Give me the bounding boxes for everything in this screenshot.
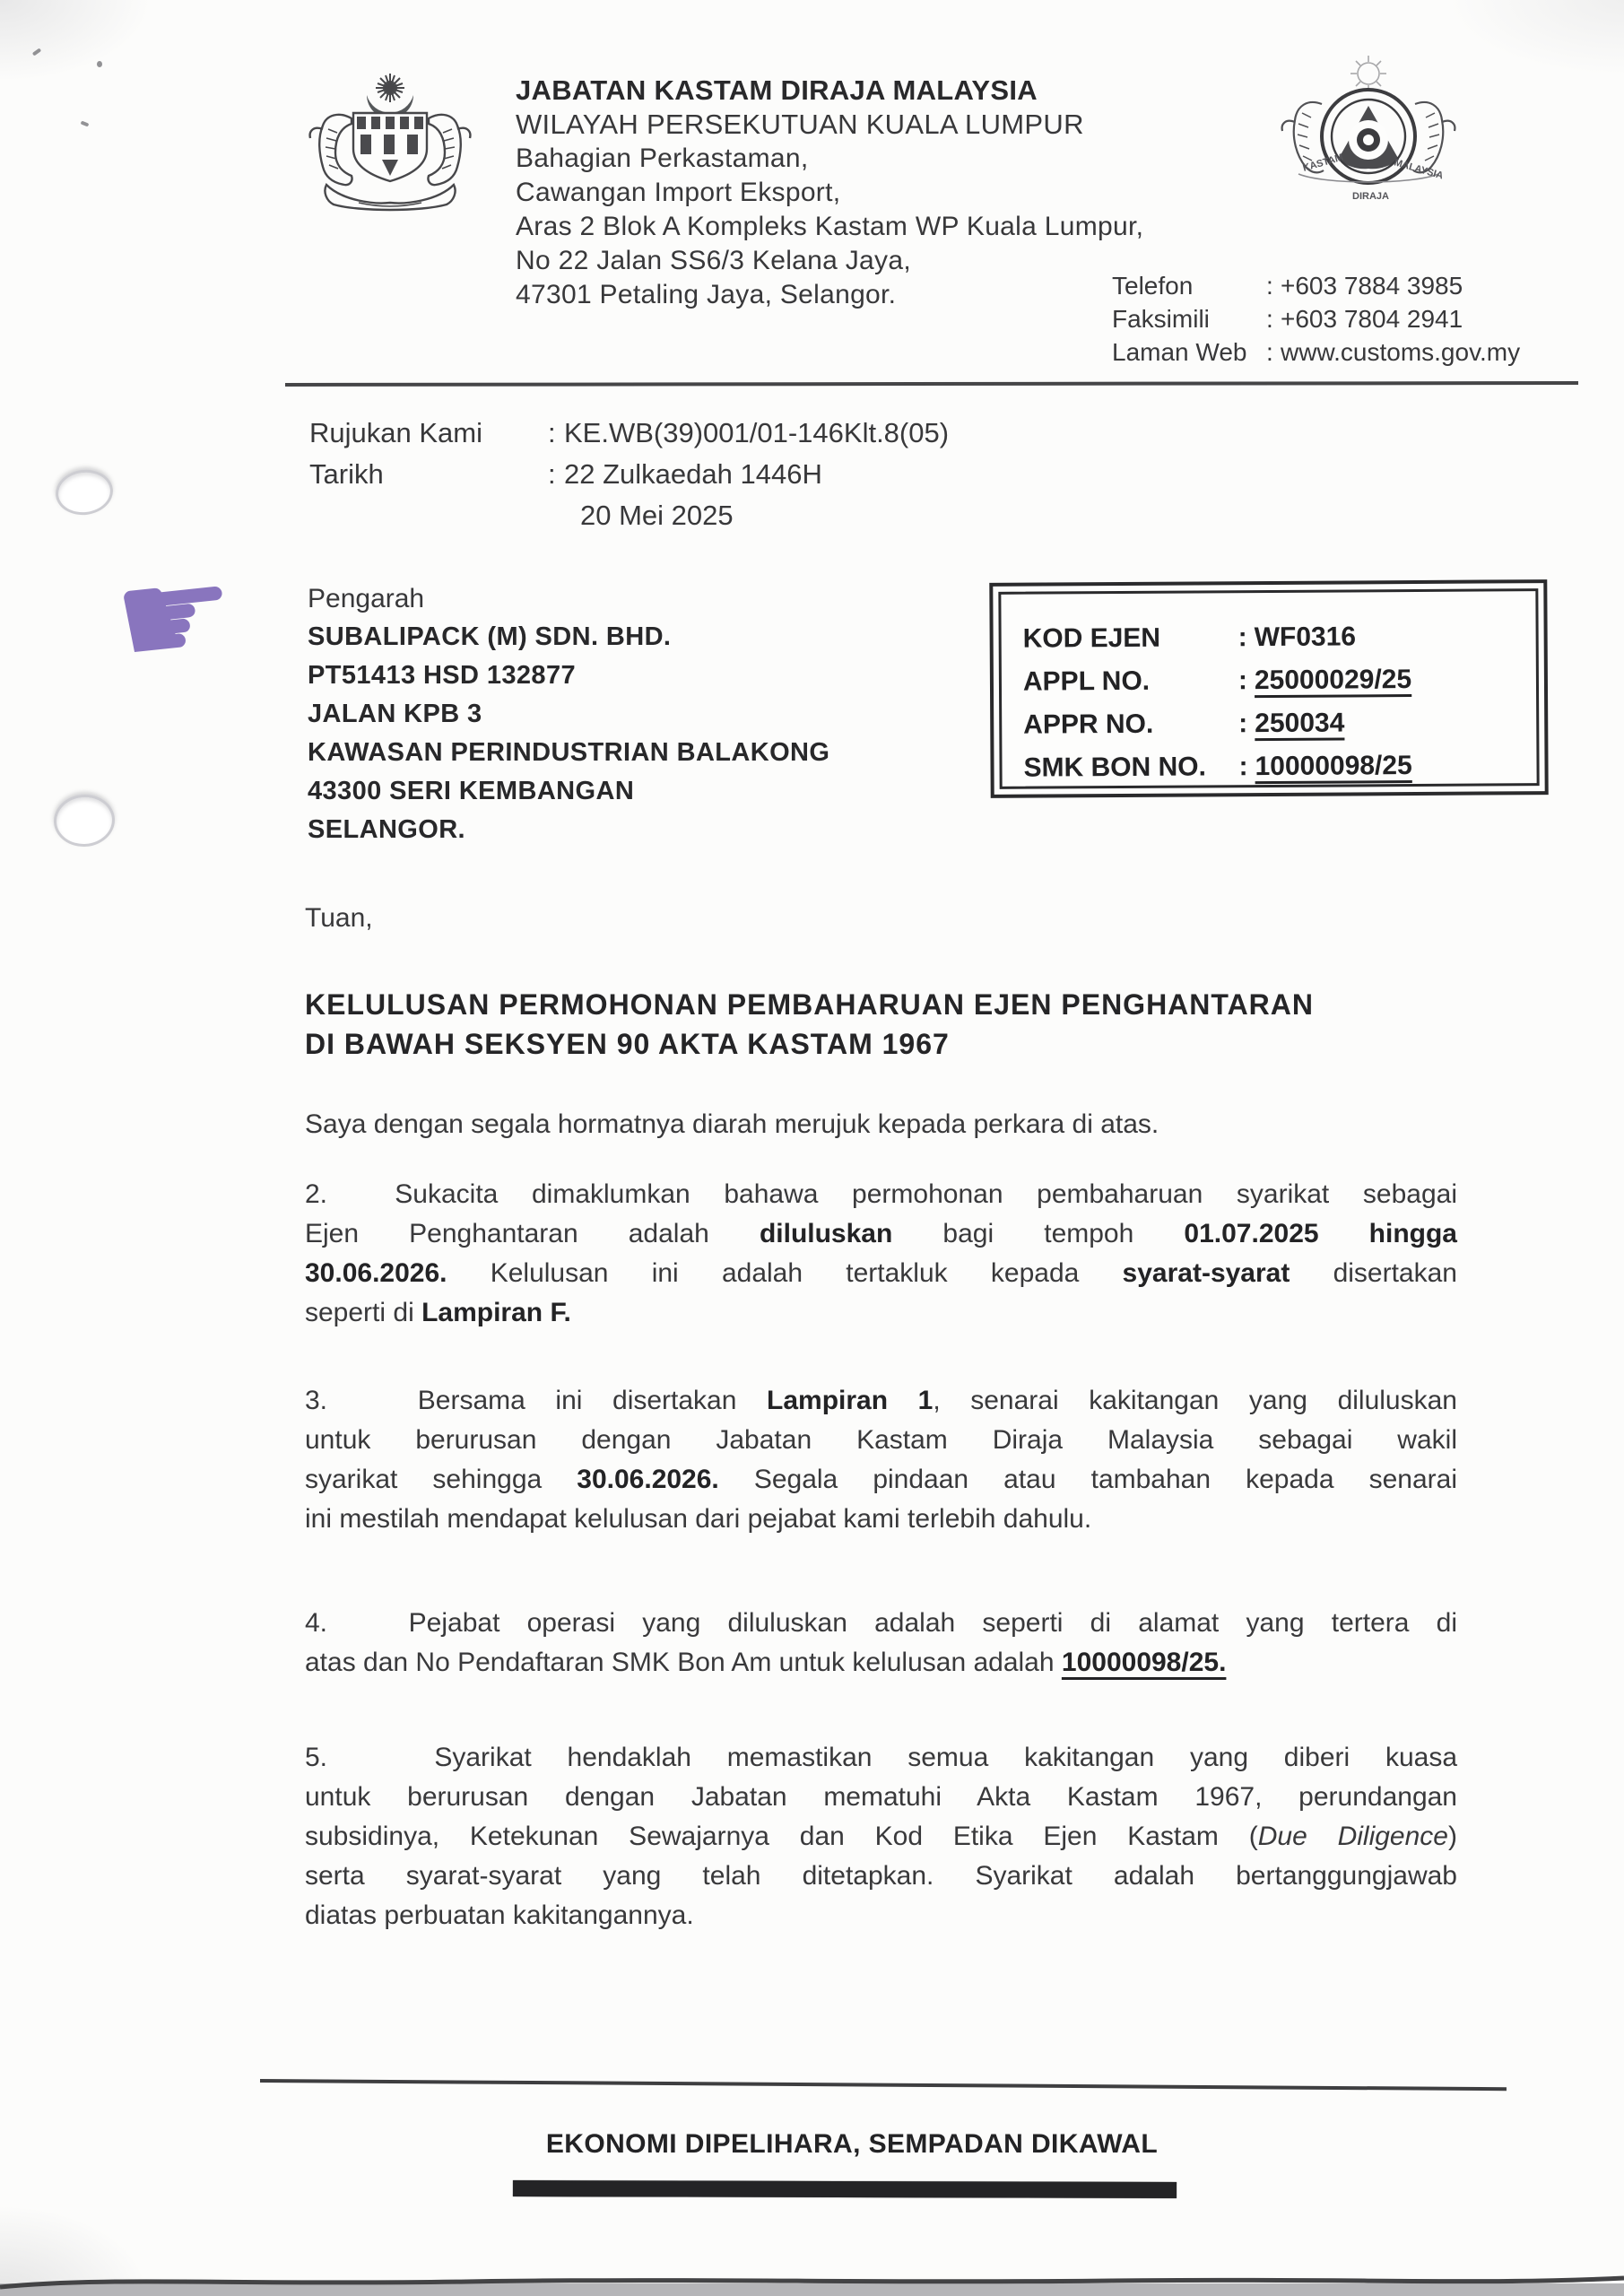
department-region: WILAYAH PERSEKUTUAN KUALA LUMPUR: [516, 109, 1084, 140]
address-line: 47301 Petaling Jaya, Selangor.: [516, 280, 897, 309]
paragraph-line: 5. Syarikat hendaklah memastikan semua kakitangan yang diberi kuasa: [305, 1743, 1457, 1772]
phone-number: +603 7884 3985: [1281, 272, 1463, 300]
recipient-address-line: 43300 SERI KEMBANGAN: [308, 777, 635, 805]
agent-code-value: WF0316: [1254, 622, 1357, 653]
paragraph-line: seperti di Lampiran F.: [305, 1298, 571, 1327]
fax-number: +603 7804 2941: [1281, 305, 1463, 333]
header-divider: [285, 381, 1578, 387]
department-name: JABATAN KASTAM DIRAJA MALAYSIA: [516, 74, 1038, 106]
smk-bon-no-value: 10000098/25: [1255, 751, 1412, 782]
emblem-label-malaysia: MALAYSIA: [1393, 157, 1445, 182]
address-line: No 22 Jalan SS6/3 Kelana Jaya,: [516, 246, 911, 275]
recipient-address-line: JALAN KPB 3: [308, 700, 482, 728]
appl-no-value: 25000029/25: [1254, 665, 1412, 696]
reference-block: [309, 413, 949, 536]
malaysia-coat-of-arms-icon: [296, 66, 484, 217]
salutation: Tuan,: [305, 903, 373, 933]
footer-slogan: EKONOMI DIPELIHARA, SEMPADAN DIKAWAL: [545, 2129, 1159, 2159]
date-label: Tarikh: [309, 458, 384, 490]
hijri-date: 22 Zulkaedah 1446H: [564, 458, 822, 490]
address-line: Bahagian Perkastaman,: [516, 144, 809, 173]
paragraph-line: 3. Bersama ini disertakan Lampiran 1, senarai kakitangan yang diluluskan: [305, 1386, 1457, 1415]
contact-colon: :: [1266, 305, 1273, 333]
appr-no-value: 250034: [1255, 708, 1345, 739]
contact-label: Telefon: [1112, 272, 1194, 300]
emblem-label-diraja: DIRAJA: [1352, 191, 1389, 202]
subject-line: DI BAWAH SEKSYEN 90 AKTA KASTAM 1967: [305, 1028, 950, 1060]
reference-label: Rujukan Kami: [309, 417, 482, 448]
body-paragraph-5: [305, 1738, 1457, 1935]
contact-label: Faksimili: [1112, 305, 1210, 333]
info-colon: :: [1238, 622, 1247, 653]
punch-hole-mark: [52, 793, 117, 849]
scan-bottom-edge: [0, 2231, 1624, 2296]
address-line: Cawangan Import Eksport,: [516, 178, 841, 207]
contact-info: [1112, 269, 1520, 369]
pointing-hand-stamp-icon: ☛: [107, 535, 243, 698]
punch-hole-mark: [53, 466, 116, 517]
info-row: [1023, 614, 1536, 660]
body-paragraph-4: [305, 1604, 1457, 1683]
paragraph-line: subsidinya, Ketekunan Sewajarnya dan Kod Etika Ejen Kastam (Due Diligence): [305, 1822, 1457, 1851]
info-row: [1023, 700, 1536, 746]
paragraph-line: Ejen Penghantaran adalah diluluskan bagi tempoh 01.07.2025 hingga: [305, 1219, 1457, 1248]
recipient-title: Pengarah: [308, 584, 425, 613]
body-paragraph-intro: [305, 1105, 1457, 1144]
footer-divider: [260, 2079, 1507, 2091]
paragraph-line: 2. Sukacita dimaklumkan bahawa permohonan pembaharuan syarikat sebagai: [305, 1179, 1457, 1209]
agent-info-box-inner: [998, 588, 1539, 789]
smk-bon-no-label: SMK BON NO.: [1023, 752, 1206, 783]
scan-speck: [97, 61, 102, 67]
info-colon: :: [1238, 665, 1248, 696]
appr-no-label: APPR NO.: [1023, 709, 1154, 740]
contact-row: [1112, 335, 1520, 369]
paragraph-line: untuk berurusan dengan Jabatan mematuhi Akta Kastam 1967, perundangan: [305, 1782, 1457, 1812]
paragraph-line: serta syarat-syarat yang telah ditetapkan. Syarikat adalah bertanggungjawab: [305, 1861, 1457, 1891]
recipient-address-line: PT51413 HSD 132877: [308, 661, 577, 690]
paragraph-line: atas dan No Pendaftaran SMK Bon Am untuk kelulusan adalah 10000098/25.: [305, 1648, 1227, 1677]
footer-bar: [513, 2180, 1177, 2198]
reference-row: [309, 454, 949, 495]
subject-heading: [305, 985, 1457, 1064]
info-colon: :: [1238, 752, 1248, 782]
recipient-address-line: SELANGOR.: [308, 815, 465, 844]
paragraph-line: diatas perbuatan kakitangannya.: [305, 1900, 694, 1930]
paragraph-line: Saya dengan segala hormatnya diarah merujuk kepada perkara di atas.: [305, 1109, 1159, 1139]
scan-speck: [81, 120, 90, 126]
paragraph-line: 4. Pejabat operasi yang diluluskan adalah seperti di alamat yang tertera di: [305, 1608, 1457, 1638]
info-row: [1023, 744, 1536, 789]
contact-row: [1112, 269, 1520, 302]
paragraph-line: untuk berurusan dengan Jabatan Kastam Diraja Malaysia sebagai wakil: [305, 1425, 1457, 1455]
customs-emblem-icon: [1263, 50, 1474, 215]
scan-speck: [32, 48, 41, 56]
agent-code-label: KOD EJEN: [1022, 622, 1161, 654]
contact-colon: :: [1266, 272, 1273, 300]
emblem-label-kastam: KASTAM: [1301, 152, 1345, 174]
agent-info-box: [989, 579, 1548, 798]
recipient-address-line: KAWASAN PERINDUSTRIAN BALAKONG: [308, 738, 830, 767]
paragraph-line: ini mestilah mendapat kelulusan dari pejabat kami terlebih dahulu.: [305, 1504, 1092, 1534]
info-colon: :: [1238, 709, 1248, 739]
subject-line: KELULUSAN PERMOHONAN PEMBAHARUAN EJEN PENGHANTARAN: [305, 988, 1314, 1021]
reference-row: [309, 413, 949, 454]
contact-colon: :: [1266, 338, 1273, 366]
recipient-company: SUBALIPACK (M) SDN. BHD.: [308, 622, 672, 651]
paragraph-line: 30.06.2026. Kelulusan ini adalah tertakluk kepada syarat-syarat disertakan: [305, 1258, 1457, 1288]
reference-number: KE.WB(39)001/01-146Klt.8(05): [564, 417, 950, 448]
reference-colon: :: [548, 458, 556, 490]
recipient-block: [308, 579, 829, 849]
address-line: Aras 2 Blok A Kompleks Kastam WP Kuala Lumpur,: [516, 212, 1144, 241]
contact-label: Laman Web: [1112, 338, 1247, 366]
contact-row: [1112, 302, 1520, 335]
gregorian-date: 20 Mei 2025: [580, 500, 734, 531]
paragraph-line: syarikat sehingga 30.06.2026. Segala pindaan atau tambahan kepada senarai: [305, 1465, 1457, 1494]
letterhead: [516, 74, 1143, 312]
reference-colon: :: [548, 417, 556, 448]
body-paragraph-3: [305, 1381, 1457, 1539]
info-row: [1023, 657, 1536, 703]
website-url: www.customs.gov.my: [1281, 338, 1521, 366]
appl-no-label: APPL NO.: [1022, 665, 1151, 697]
body-paragraph-2: [305, 1175, 1457, 1333]
